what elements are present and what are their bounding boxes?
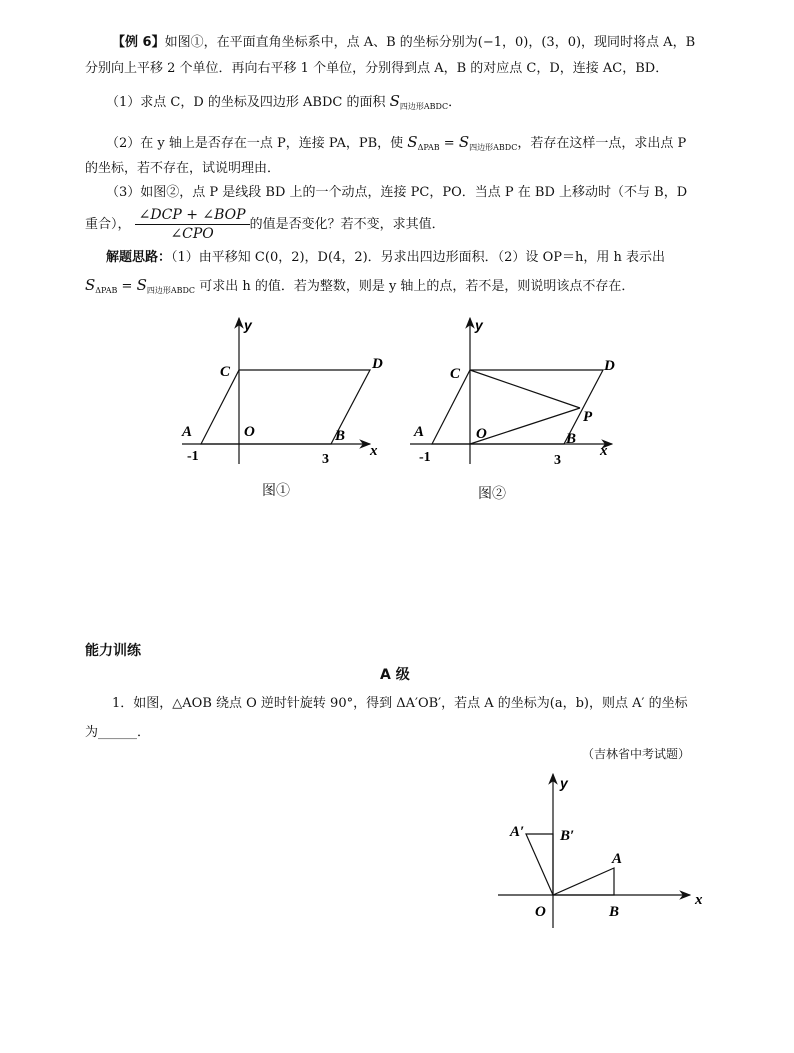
x-axis-label: x: [695, 892, 703, 908]
point-p-label: P: [583, 409, 593, 425]
section-heading: 能力训练: [85, 643, 141, 659]
question-1-text: （1）求点 C，D 的坐标及四边形 ABDC 的面积: [106, 95, 386, 110]
tick-minus-one: -1: [419, 450, 431, 465]
example-line-1: [112, 34, 695, 52]
point-b-prime-label: B′: [560, 828, 575, 844]
question-2-text-b: ，若存在这样一点，求出点 P: [517, 136, 687, 151]
question-1-area-subscript: 四边形ABDC: [399, 102, 449, 111]
point-d-label: D: [604, 358, 615, 374]
hint-line-2: [85, 276, 634, 300]
question-2-rhs-symbol: S: [458, 133, 470, 151]
problem-1-line-1: 1．如图，△AOB 绕点 O 逆时针旋转 90°，得到 ΔA′OB′，若点 A 的坐标为(a，b)，则点 A′ 的坐标: [112, 696, 688, 711]
question-2-text-a: （2）在 y 轴上是否存在一点 P，连接 PA，PB，使: [106, 136, 404, 151]
question-3-text-c: 的值是否变化？若不变，求其值．: [249, 217, 445, 232]
y-axis-label: y: [475, 317, 483, 333]
example-text-1: 如图①，在平面直角坐标系中，点 A、B 的坐标分别为(−1，0)，(3，0)，现同时将点 A，B: [164, 35, 696, 50]
tick-minus-one: -1: [187, 449, 199, 464]
problem-1-line-2: 为______．: [85, 725, 151, 740]
point-a-label: A: [182, 424, 193, 440]
y-axis-label: y: [560, 775, 568, 791]
example-line-2: 分别向上平移 2 个单位．再向右平移 1 个单位，分别得到点 A，B 的对应点 C，D，连接 AC，BD．: [85, 61, 669, 76]
figure-2-caption: 图②: [478, 486, 506, 502]
y-axis-label: y: [244, 317, 252, 333]
question-3-line-2: [85, 206, 445, 243]
hint-line-1: [106, 249, 665, 267]
fraction-denominator: ∠CPO: [170, 226, 214, 242]
question-1-end: ．: [448, 95, 462, 110]
origin-label: O: [244, 424, 255, 440]
figure-3-diagram: [490, 770, 710, 930]
hint-rhs-symbol: S: [136, 276, 147, 294]
hint-label: 解题思路：: [106, 250, 172, 265]
triangle-a-prime-ob-prime: [526, 834, 553, 895]
triangle-aob: [553, 868, 614, 895]
question-3: （3）如图②，点 P 是线段 BD 上的一个动点，连接 PC，PO．当点 P 在 BD 上移动时（不与 B，D: [106, 185, 688, 200]
question-2-equals: =: [443, 136, 455, 151]
fraction-numerator: ∠DCP + ∠BOP: [135, 206, 250, 225]
x-axis-label: x: [600, 443, 608, 459]
segment-cp: [470, 370, 580, 408]
origin-label: O: [535, 904, 546, 920]
point-d-label: D: [372, 356, 383, 372]
question-3-text-b: 重合），: [85, 217, 131, 232]
question-2-rhs-subscript: 四边形ABDC: [469, 143, 518, 152]
figure-2-diagram: [400, 312, 630, 472]
tick-three: 3: [554, 453, 561, 468]
point-b-label: B: [335, 428, 346, 444]
origin-label: O: [476, 426, 487, 442]
question-2: [106, 133, 686, 157]
hint-lhs-subscript: ΔPAB: [95, 286, 118, 295]
point-a-label: A: [612, 851, 623, 867]
hint-text-1: （1）由平移知 C(0，2)，D(4，2)．另求出四边形面积．（2）设 OP＝h，用 h 表示出: [171, 250, 665, 265]
question-1: [106, 92, 461, 116]
tick-three: 3: [322, 452, 329, 467]
angle-ratio-fraction: [135, 206, 250, 243]
hint-rhs-subscript: 四边形ABDC: [146, 286, 196, 295]
point-a-prime-label: A′: [510, 824, 525, 840]
figure-1-caption: 图①: [262, 483, 290, 499]
hint-text-2: 可求出 h 的值．若为整数，则是 y 轴上的点，若不是，则说明该点不存在．: [199, 279, 635, 294]
question-2-line-2: 的坐标，若不存在，试说明理由．: [85, 161, 281, 176]
question-2-lhs-subscript: ΔPAB: [417, 143, 440, 152]
question-1-area-symbol: S: [389, 92, 400, 110]
figure-1-diagram: [170, 312, 400, 472]
point-b-label: B: [566, 431, 577, 447]
question-2-lhs-symbol: S: [407, 133, 418, 151]
hint-equals: =: [121, 279, 133, 294]
point-b-label: B: [609, 904, 620, 920]
x-axis-label: x: [370, 443, 378, 459]
problem-source: （吉林省中考试题）: [582, 747, 691, 761]
point-a-label: A: [414, 424, 425, 440]
hint-lhs-symbol: S: [85, 276, 96, 294]
level-heading: A 级: [380, 667, 410, 683]
example-tag: 【例 6】: [112, 35, 165, 50]
point-c-label: C: [220, 364, 231, 380]
point-c-label: C: [450, 366, 461, 382]
